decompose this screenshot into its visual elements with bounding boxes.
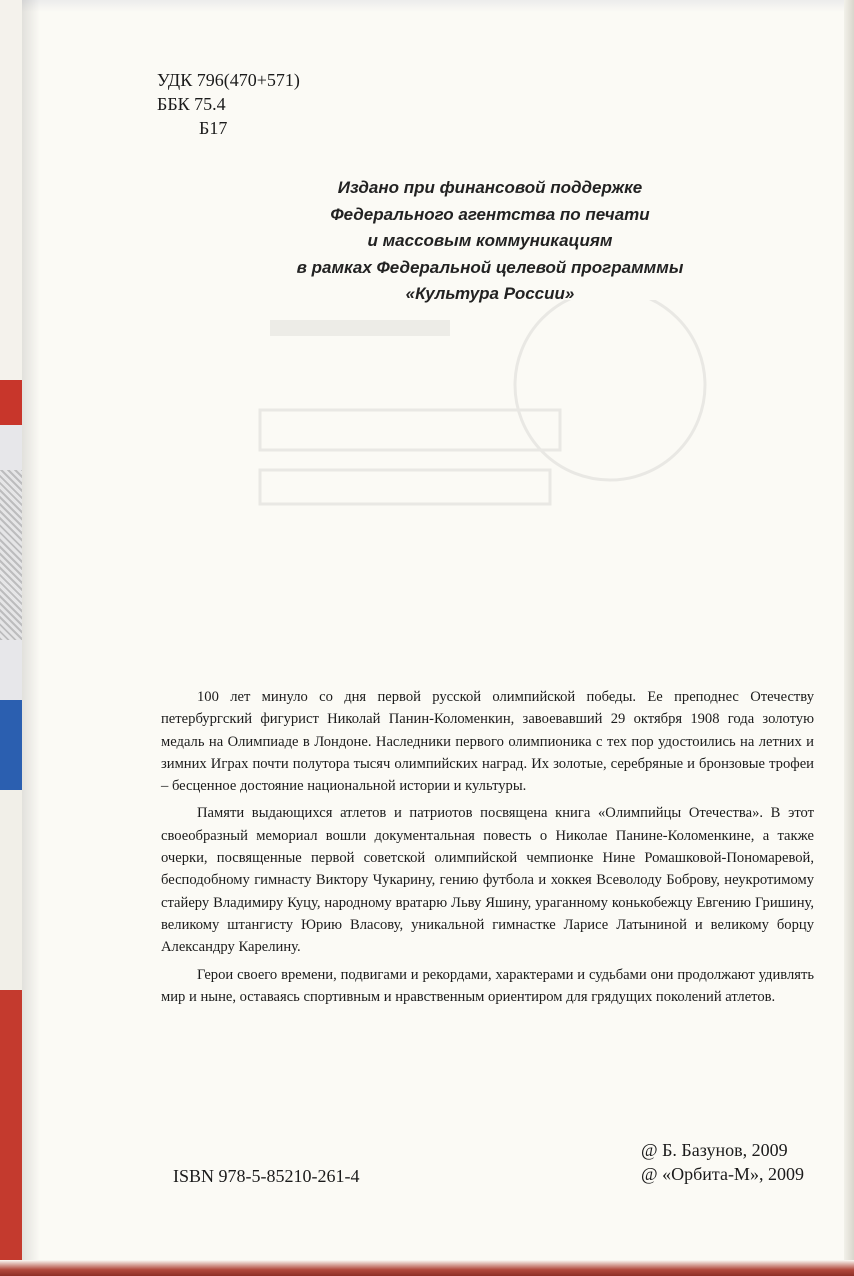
show-through-ghost xyxy=(240,300,720,520)
funding-line: и массовым коммуникациям xyxy=(367,231,613,250)
annotation-paragraph: 100 лет минуло со дня первой русской олимпийской победы. Ее преподнес Отечеству петербургский фигурист Николай Панин-Коломенкин, завоевавший 29 октября 1908 года золотую медаль на Олимпиаде в Лондоне. Наследники первого олимпионика с тех пор удостоились на летних и зимних Играх почти полутора тысяч олимпийских наград. Их золотые, серебряные и бронзовые трофеи – бесценное достояние национальной истории и культуры. xyxy=(161,689,814,795)
copyright-author: @ Б. Базунов, 2009 xyxy=(641,1140,788,1160)
classification-block xyxy=(157,68,300,140)
page-right-edge xyxy=(844,0,854,1276)
author-code: Б17 xyxy=(199,118,228,138)
binding-shadow xyxy=(22,0,40,1276)
annotation-paragraph: Герои своего времени, подвигами и рекордами, характерами и судьбами они продолжают удивлять мир и ныне, оставаясь спортивным и нравственным ориентиром для грядущих поколений атлетов. xyxy=(161,966,814,1005)
isbn: ISBN 978-5-85210-261-4 xyxy=(173,1166,360,1186)
page-top-edge xyxy=(0,0,854,12)
page-bottom-edge xyxy=(0,1260,854,1276)
copyright-publisher: @ «Орбита-М», 2009 xyxy=(641,1164,804,1184)
copyright-block xyxy=(641,1138,804,1186)
funding-line: Федерального агентства по печати xyxy=(330,204,650,224)
funding-line: «Культура России» xyxy=(405,284,575,303)
funding-note xyxy=(250,175,730,308)
funding-line: в рамках Федеральной целевой программмы xyxy=(296,257,684,277)
bbk-code: ББК 75.4 xyxy=(157,94,226,114)
funding-line: Издано при финансовой поддержке xyxy=(337,178,643,197)
udk-code: УДК 796(470+571) xyxy=(157,70,300,90)
annotation-paragraph: Памяти выдающихся атлетов и патриотов посвящена книга «Олимпийцы Отечества». В этот своеобразный мемориал вошли документальная повесть о Николае Панине-Коломенкине, а также очерки, посвященные первой советской олимпийской чемпионке Нине Ромашковой-Пономаревой, бесподобному гимнасту Виктору Чукарину, гению футбола и хоккея Всеволоду Боброву, неукротимому стайеру Владимиру Куцу, народному вратарю Льву Яшину, ураганному конькобежцу Евгению Гришину, великому штангисту Юрию Власову, уникальной гимнастке Ларисе Латыниной и великому борцу Александру Карелину. xyxy=(161,805,814,956)
binding-texture xyxy=(0,470,22,640)
book-annotation xyxy=(161,686,814,1013)
